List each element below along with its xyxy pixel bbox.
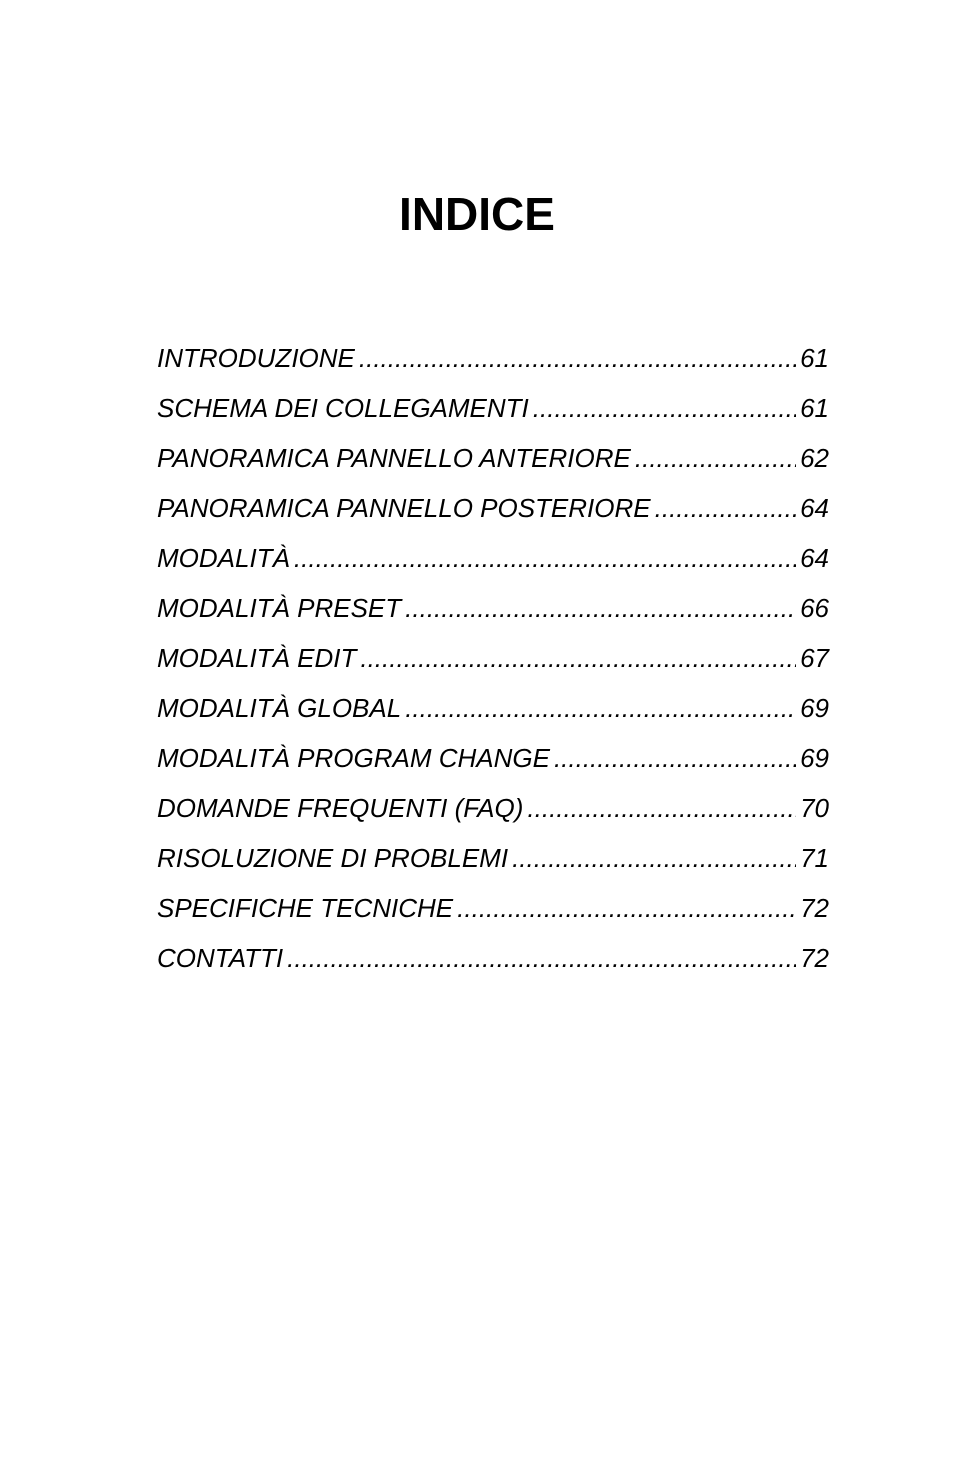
toc-entry-label: INTRODUZIONE bbox=[157, 343, 355, 373]
toc-entry-introduzione[interactable] bbox=[157, 340, 829, 390]
toc-entry-label: MODALITÀ bbox=[157, 543, 290, 573]
toc-dot-leader bbox=[512, 840, 796, 876]
toc-entry-page-number: 67 bbox=[800, 643, 829, 673]
toc-entry-label: RISOLUZIONE DI PROBLEMI bbox=[157, 843, 509, 873]
toc-entry-risoluzione-di-problemi[interactable] bbox=[157, 840, 829, 890]
toc-dot-leader bbox=[287, 940, 796, 976]
toc-dot-leader bbox=[359, 340, 796, 376]
toc-entry-page-number: 71 bbox=[800, 843, 829, 873]
toc-entry-label: SPECIFICHE TECNICHE bbox=[157, 893, 454, 923]
toc-entry-page-number: 70 bbox=[800, 793, 829, 823]
toc-entry-page-number: 64 bbox=[800, 543, 829, 573]
toc-entry-panoramica-pannello-anteriore[interactable] bbox=[157, 440, 829, 490]
toc-entry-modalita-program-change[interactable] bbox=[157, 740, 829, 790]
toc-entry-label: MODALITÀ PRESET bbox=[157, 593, 402, 623]
toc-dot-leader bbox=[635, 440, 796, 476]
table-of-contents bbox=[157, 340, 829, 990]
toc-entry-page-number: 66 bbox=[800, 593, 829, 623]
toc-entry-label: PANORAMICA PANNELLO ANTERIORE bbox=[157, 443, 631, 473]
toc-dot-leader bbox=[360, 640, 796, 676]
toc-entry-page-number: 72 bbox=[800, 893, 829, 923]
toc-dot-leader bbox=[527, 790, 796, 826]
toc-entry-page-number: 61 bbox=[800, 343, 829, 373]
toc-entry-page-number: 72 bbox=[800, 943, 829, 973]
toc-entry-specifiche-tecniche[interactable] bbox=[157, 890, 829, 940]
toc-dot-leader bbox=[457, 890, 796, 926]
toc-entry-page-number: 69 bbox=[800, 743, 829, 773]
toc-entry-page-number: 62 bbox=[800, 443, 829, 473]
toc-entry-modalita-edit[interactable] bbox=[157, 640, 829, 690]
toc-dot-leader bbox=[405, 690, 796, 726]
toc-entry-schema-dei-collegamenti[interactable] bbox=[157, 390, 829, 440]
toc-entry-label: SCHEMA DEI COLLEGAMENTI bbox=[157, 393, 529, 423]
toc-entry-panoramica-pannello-posteriore[interactable] bbox=[157, 490, 829, 540]
toc-entry-label: MODALITÀ PROGRAM CHANGE bbox=[157, 743, 550, 773]
toc-entry-label: DOMANDE FREQUENTI (FAQ) bbox=[157, 793, 524, 823]
toc-dot-leader bbox=[554, 740, 796, 776]
toc-entry-contatti[interactable] bbox=[157, 940, 829, 990]
toc-entry-label: CONTATTI bbox=[157, 943, 284, 973]
toc-dot-leader bbox=[655, 490, 796, 526]
toc-entry-modalita-preset[interactable] bbox=[157, 590, 829, 640]
toc-entry-label: PANORAMICA PANNELLO POSTERIORE bbox=[157, 493, 651, 523]
toc-entry-domande-frequenti[interactable] bbox=[157, 790, 829, 840]
toc-entry-modalita-global[interactable] bbox=[157, 690, 829, 740]
toc-dot-leader bbox=[533, 390, 796, 426]
page-title: INDICE bbox=[399, 188, 555, 240]
toc-entry-page-number: 61 bbox=[800, 393, 829, 423]
toc-dot-leader bbox=[405, 590, 796, 626]
toc-entry-label: MODALITÀ GLOBAL bbox=[157, 693, 402, 723]
toc-entry-page-number: 64 bbox=[800, 493, 829, 523]
toc-entry-label: MODALITÀ EDIT bbox=[157, 643, 357, 673]
toc-dot-leader bbox=[294, 540, 796, 576]
toc-entry-page-number: 69 bbox=[800, 693, 829, 723]
toc-entry-modalita[interactable] bbox=[157, 540, 829, 590]
